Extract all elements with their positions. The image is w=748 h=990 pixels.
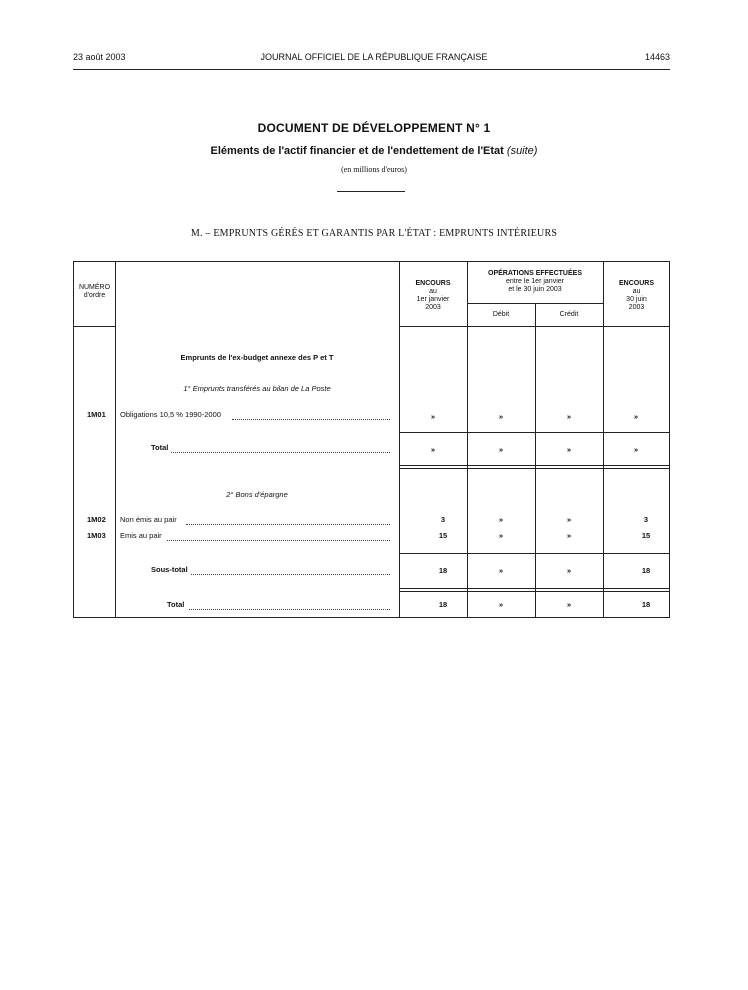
row-1m01-code: 1M01 xyxy=(87,410,106,419)
row-1m03-end: 15 xyxy=(641,531,651,540)
sub1-title: 1° Emprunts transférés au bilan de La Poste xyxy=(183,384,331,393)
row-1m03-debit: » xyxy=(498,531,504,540)
encours-start-l2: au xyxy=(429,288,437,295)
header-bottom-rule xyxy=(399,326,670,327)
header-journal-title: JOURNAL OFFICIEL DE LA RÉPUBLIQUE FRANÇAISE xyxy=(260,52,488,62)
subtitle-suffix: (suite) xyxy=(506,145,538,157)
encours-end-l2: au xyxy=(632,288,641,295)
total1-start: » xyxy=(430,445,436,454)
row-1m02-leader xyxy=(186,524,390,525)
subtotal-double-rule xyxy=(399,588,670,592)
total1-leader xyxy=(171,452,390,453)
col-header-encours-start xyxy=(399,280,467,312)
row-1m02-credit: » xyxy=(566,515,572,524)
row-1m01-start: » xyxy=(430,412,436,421)
col-header-numero xyxy=(74,284,115,300)
row-1m03-credit: » xyxy=(566,531,572,540)
col-header-credit: Crédit xyxy=(559,311,579,318)
total1-double-rule xyxy=(399,465,670,469)
row-1m02-debit: » xyxy=(498,515,504,524)
subtotal-debit: » xyxy=(498,566,504,575)
row-1m01-end: » xyxy=(633,412,639,421)
col-divider-debit xyxy=(535,303,536,617)
total1-label: Total xyxy=(151,443,169,452)
row-1m01-label: Obligations 10,5 % 1990-2000 xyxy=(120,410,221,419)
col-divider-credit xyxy=(603,262,604,617)
total2-credit: » xyxy=(566,600,572,609)
encours-end-l4: 2003 xyxy=(628,304,645,311)
group-title: Emprunts de l'ex-budget annexe des P et T xyxy=(180,353,334,362)
subtitle-main: Eléments de l'actif financier et de l'endettement de l'Etat xyxy=(210,145,504,157)
debt-table xyxy=(73,261,670,618)
subtotal-end: 18 xyxy=(641,566,651,575)
row-1m03-code: 1M03 xyxy=(87,531,106,540)
encours-start-l3: 1er janvier xyxy=(416,296,450,303)
subtotal-start: 18 xyxy=(438,566,448,575)
section-heading: M. – EMPRUNTS GÉRÉS ET GARANTIS PAR L'ÉTAT : EMPRUNTS INTÉRIEURS xyxy=(190,228,558,239)
total2-label: Total xyxy=(167,600,185,609)
total1-debit: » xyxy=(498,445,504,454)
title-divider xyxy=(337,191,405,192)
col-divider-numero xyxy=(115,262,116,617)
document-subtitle xyxy=(0,145,748,157)
row-1m01-debit: » xyxy=(498,412,504,421)
encours-start-l4: 2003 xyxy=(425,304,441,311)
subtotal-top-rule xyxy=(399,553,670,554)
total2-start: 18 xyxy=(438,600,448,609)
operations-l3: et le 30 juin 2003 xyxy=(508,286,562,293)
row-1m02-label: Non émis au pair xyxy=(120,515,177,524)
row-1m03-leader xyxy=(167,540,390,541)
total2-debit: » xyxy=(498,600,504,609)
col-header-encours-end xyxy=(603,280,670,312)
row-1m03-label: Emis au pair xyxy=(120,531,162,540)
subtotal-label: Sous-total xyxy=(151,565,188,574)
header-bottom-rule-numero xyxy=(74,326,115,327)
ops-subheader-rule xyxy=(467,303,603,304)
row-1m01-leader xyxy=(232,419,390,420)
row-1m01-credit: » xyxy=(566,412,572,421)
col-divider-label xyxy=(399,262,400,617)
row-1m02-start: 3 xyxy=(440,515,446,524)
col-numero-line1: NUMÉRO xyxy=(78,284,111,291)
subtotal-credit: » xyxy=(566,566,572,575)
col-numero-line2: d'ordre xyxy=(83,292,106,299)
row-1m02-code: 1M02 xyxy=(87,515,106,524)
header-page-number: 14463 xyxy=(644,52,670,62)
total1-top-rule xyxy=(399,432,670,433)
operations-l2: entre le 1er janvier xyxy=(506,278,564,285)
row-1m03-start: 15 xyxy=(438,531,448,540)
encours-end-l3: 30 juin xyxy=(626,296,647,303)
units-note: (en millions d'euros) xyxy=(341,165,407,174)
total1-end: » xyxy=(633,445,639,454)
row-1m02-end: 3 xyxy=(643,515,649,524)
total1-credit: » xyxy=(566,445,572,454)
total2-end: 18 xyxy=(641,600,651,609)
encours-end-l1: ENCOURS xyxy=(618,280,654,287)
document-title: DOCUMENT DE DÉVELOPPEMENT N° 1 xyxy=(257,121,491,135)
header-date: 23 août 2003 xyxy=(73,52,126,62)
col-header-operations xyxy=(467,270,603,294)
header-rule xyxy=(73,69,670,70)
operations-l1: OPÉRATIONS EFFECTUÉES xyxy=(488,270,582,277)
sub2-title: 2° Bons d'épargne xyxy=(226,490,288,499)
total2-leader xyxy=(189,609,390,610)
col-header-debit: Débit xyxy=(492,311,510,318)
encours-start-l1: ENCOURS xyxy=(415,280,451,287)
subtotal-leader xyxy=(191,574,390,575)
